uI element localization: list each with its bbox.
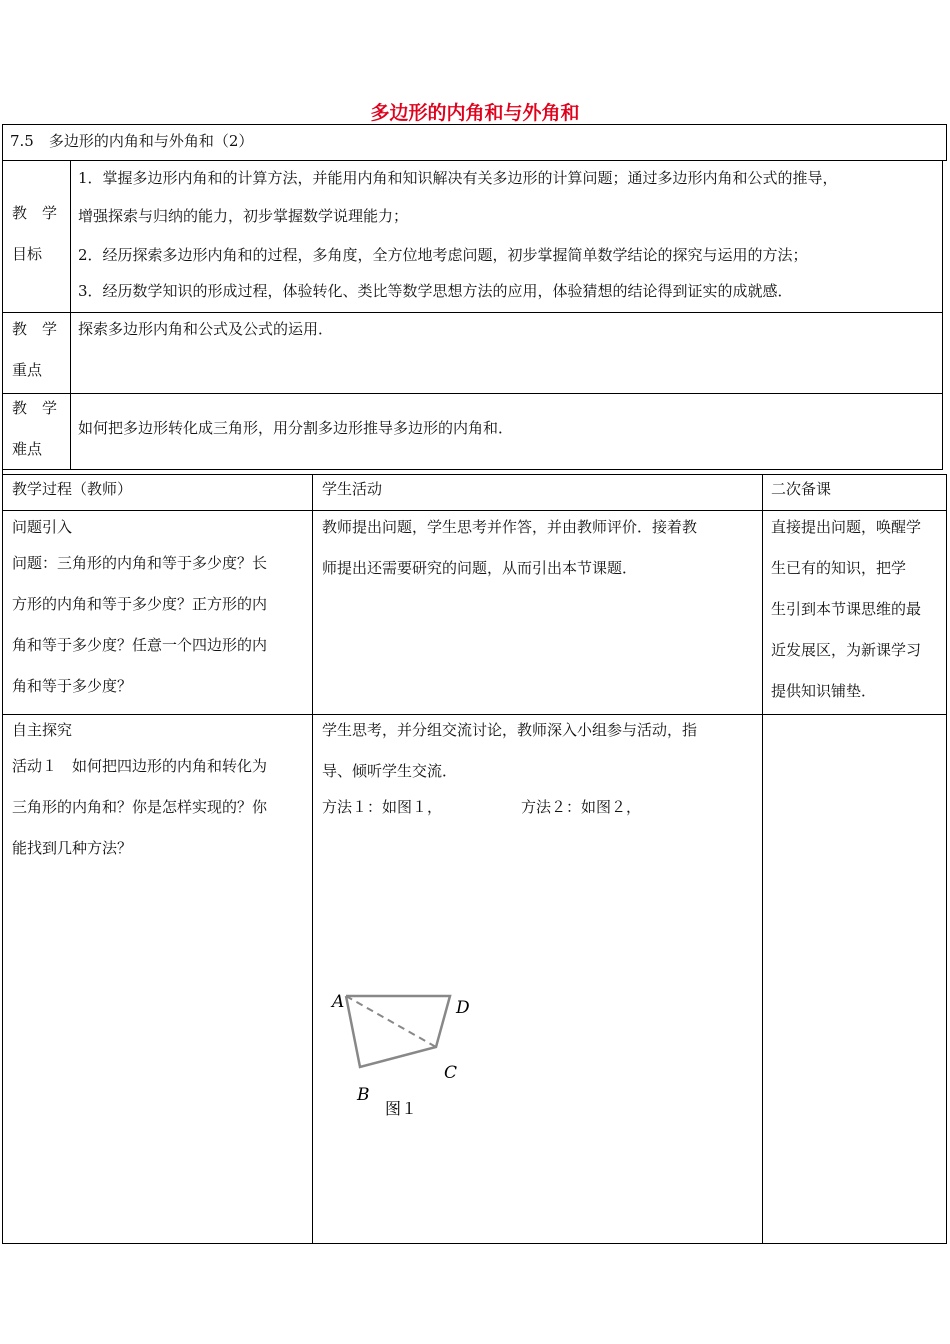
row2-teacher-line: 自主探究 [12, 721, 73, 739]
objectives-label-1: 教 学 [12, 204, 58, 222]
row2-teacher-line: 三角形的内角和？你是怎样实现的？你 [12, 798, 268, 816]
figure-1-quadrilateral [322, 985, 482, 1125]
row2-teacher-line: 活动１ 如何把四边形的内角和转化为 [12, 757, 268, 775]
row1-teacher-line: 角和等于多少度？任意一个四边形的内 [12, 636, 268, 654]
row1-teacher-line: 方形的内角和等于多少度？正方形的内 [12, 595, 268, 613]
key-points-label-2: 重点 [12, 361, 43, 379]
diagonal-ac [346, 996, 436, 1047]
header-student: 学生活动 [322, 480, 383, 498]
key-points-label-1: 教 学 [12, 320, 58, 338]
row1-notes-line: 生已有的知识，把学 [771, 559, 907, 577]
row2-teacher-line: 能找到几种方法？ [12, 839, 133, 857]
vertex-label-b: B [357, 1085, 370, 1105]
row1-notes-line: 生引到本节课思维的最 [771, 600, 922, 618]
method-1-label: 方法１：如图１， [322, 798, 443, 816]
row1-teacher-line: 角和等于多少度？ [12, 677, 133, 695]
row1-notes-line: 近发展区，为新课学习 [771, 641, 922, 659]
row1-notes-line: 提供知识铺垫． [771, 682, 877, 700]
objectives-label-2: 目标 [12, 245, 43, 263]
difficulties-label-1: 教 学 [12, 399, 58, 417]
document-title: 多边形的内角和与外角和 [370, 102, 580, 124]
figure-caption: 图１ [385, 1099, 418, 1118]
method-2-label: 方法２：如图２， [521, 798, 642, 816]
quadrilateral-outline [346, 996, 450, 1067]
objective-item: 2．经历探索多边形内角和的过程，多角度，全方位地考虑问题，初步掌握简单数学结论的探究与运用的方法； [78, 246, 808, 264]
vertex-label-a: A [332, 992, 345, 1012]
vertex-label-c: C [444, 1063, 458, 1083]
objective-item: 3．经历数学知识的形成过程，体验转化、类比等数学思想方法的应用，体验猜想的结论得到证实的成就感． [78, 282, 793, 300]
row1-notes-line: 直接提出问题，唤醒学 [771, 518, 922, 536]
lesson-heading: 7.5 多边形的内角和与外角和（2） [10, 132, 254, 150]
row1-student-line: 教师提出问题，学生思考并作答，并由教师评价．接着教 [322, 518, 698, 536]
objective-item: 增强探索与归纳的能力，初步掌握数学说理能力； [78, 207, 409, 225]
difficulties-text: 如何把多边形转化成三角形，用分割多边形推导多边形的内角和． [78, 419, 514, 437]
row1-teacher-line: 问题引入 [12, 518, 73, 536]
row1-teacher-line: 问题：三角形的内角和等于多少度？长 [12, 554, 268, 572]
difficulties-label-2: 难点 [12, 440, 43, 458]
objective-item: 1．掌握多边形内角和的计算方法，并能用内角和知识解决有关多边形的计算问题；通过多边形内角和公式的推导， [78, 169, 838, 187]
row2-student-line: 导、倾听学生交流． [322, 762, 458, 780]
key-points-text: 探索多边形内角和公式及公式的运用． [78, 320, 334, 338]
header-notes: 二次备课 [771, 480, 832, 498]
row1-student-line: 师提出还需要研究的问题，从而引出本节课题． [322, 559, 638, 577]
header-teacher: 教学过程（教师） [12, 480, 133, 498]
row2-student-line: 学生思考，并分组交流讨论，教师深入小组参与活动，指 [322, 721, 698, 739]
vertex-label-d: D [456, 998, 470, 1018]
